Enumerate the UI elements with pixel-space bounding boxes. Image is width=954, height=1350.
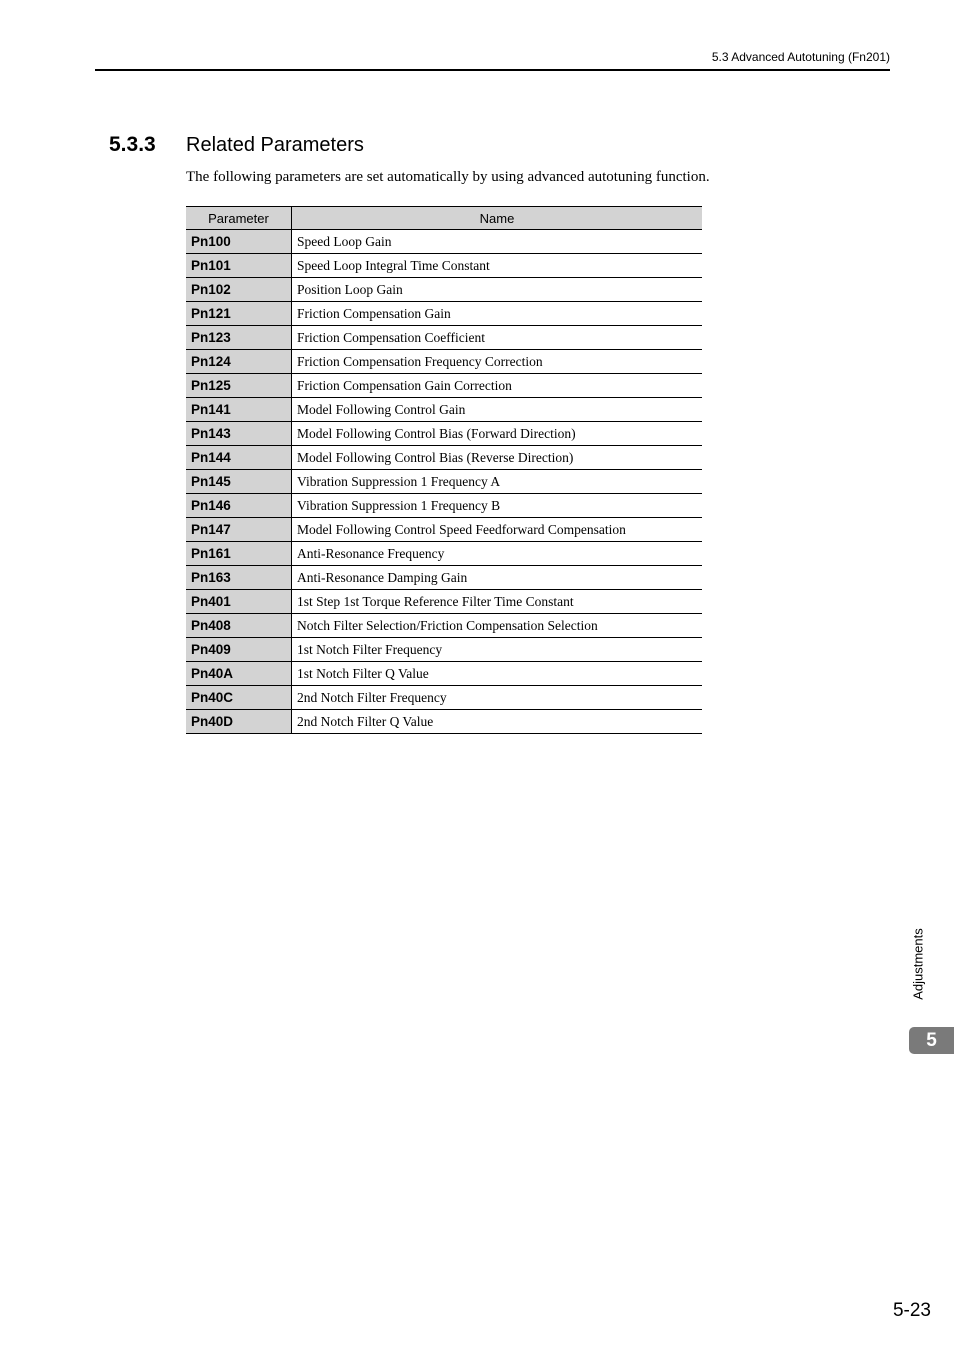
intro-paragraph: The following parameters are set automatically by using advanced autotuning function.	[186, 169, 710, 185]
running-header: 5.3 Advanced Autotuning (Fn201)	[711, 50, 890, 64]
related-parameters-table	[186, 206, 702, 734]
page-number: 5-23	[892, 1300, 931, 1321]
parameter-name: Anti-Resonance Damping Gain	[292, 566, 703, 590]
parameter-name: Notch Filter Selection/Friction Compensation Selection	[292, 614, 703, 638]
table-row	[186, 686, 702, 710]
table-row	[186, 590, 702, 614]
parameter-name: 2nd Notch Filter Q Value	[292, 710, 703, 734]
chapter-tab: 5	[909, 1027, 954, 1054]
table-row	[186, 422, 702, 446]
table-row	[186, 326, 702, 350]
parameter-code: Pn163	[186, 566, 292, 590]
parameter-code: Pn141	[186, 398, 292, 422]
parameter-code: Pn101	[186, 254, 292, 278]
parameter-name: Position Loop Gain	[292, 278, 703, 302]
parameter-code: Pn121	[186, 302, 292, 326]
table-row	[186, 278, 702, 302]
side-tab-label: Adjustments	[910, 928, 926, 1000]
parameter-code: Pn125	[186, 374, 292, 398]
table-row	[186, 470, 702, 494]
table-row	[186, 446, 702, 470]
table-row	[186, 542, 702, 566]
parameter-name: Anti-Resonance Frequency	[292, 542, 703, 566]
table-row	[186, 638, 702, 662]
parameter-code: Pn40C	[186, 686, 292, 710]
parameter-name: 1st Notch Filter Frequency	[292, 638, 703, 662]
table-row	[186, 398, 702, 422]
parameter-code: Pn102	[186, 278, 292, 302]
parameter-code: Pn401	[186, 590, 292, 614]
parameter-name: Vibration Suppression 1 Frequency A	[292, 470, 703, 494]
section-number: 5.3.3	[109, 133, 156, 156]
table-row	[186, 614, 702, 638]
parameter-name: Friction Compensation Gain	[292, 302, 703, 326]
parameter-code: Pn143	[186, 422, 292, 446]
parameter-code: Pn161	[186, 542, 292, 566]
parameter-name: 2nd Notch Filter Frequency	[292, 686, 703, 710]
column-header-name: Name	[292, 207, 703, 230]
parameter-name: Model Following Control Speed Feedforward Compensation	[292, 518, 703, 542]
table-row	[186, 494, 702, 518]
table-row	[186, 350, 702, 374]
table-row	[186, 566, 702, 590]
parameter-name: Friction Compensation Gain Correction	[292, 374, 703, 398]
parameter-name: Model Following Control Bias (Reverse Direction)	[292, 446, 703, 470]
table-row	[186, 662, 702, 686]
parameter-name: 1st Step 1st Torque Reference Filter Time Constant	[292, 590, 703, 614]
header-rule	[95, 69, 890, 71]
table-row	[186, 374, 702, 398]
parameter-name: Vibration Suppression 1 Frequency B	[292, 494, 703, 518]
parameter-name: Friction Compensation Coefficient	[292, 326, 703, 350]
parameter-code: Pn409	[186, 638, 292, 662]
parameter-name: Speed Loop Gain	[292, 230, 703, 254]
parameter-name: Speed Loop Integral Time Constant	[292, 254, 703, 278]
table-row	[186, 710, 702, 734]
parameter-code: Pn144	[186, 446, 292, 470]
table-header-row	[186, 207, 702, 230]
parameter-name: Model Following Control Bias (Forward Direction)	[292, 422, 703, 446]
parameter-name: Model Following Control Gain	[292, 398, 703, 422]
parameter-name: 1st Notch Filter Q Value	[292, 662, 703, 686]
parameter-code: Pn147	[186, 518, 292, 542]
parameter-code: Pn145	[186, 470, 292, 494]
table-row	[186, 518, 702, 542]
parameter-code: Pn123	[186, 326, 292, 350]
parameter-code: Pn40D	[186, 710, 292, 734]
column-header-parameter: Parameter	[186, 207, 292, 230]
table-row	[186, 302, 702, 326]
parameter-code: Pn100	[186, 230, 292, 254]
parameter-code: Pn124	[186, 350, 292, 374]
parameter-name: Friction Compensation Frequency Correction	[292, 350, 703, 374]
parameter-code: Pn40A	[186, 662, 292, 686]
parameter-code: Pn146	[186, 494, 292, 518]
section-title: Related Parameters	[186, 134, 364, 156]
table-row	[186, 230, 702, 254]
parameter-code: Pn408	[186, 614, 292, 638]
table-row	[186, 254, 702, 278]
